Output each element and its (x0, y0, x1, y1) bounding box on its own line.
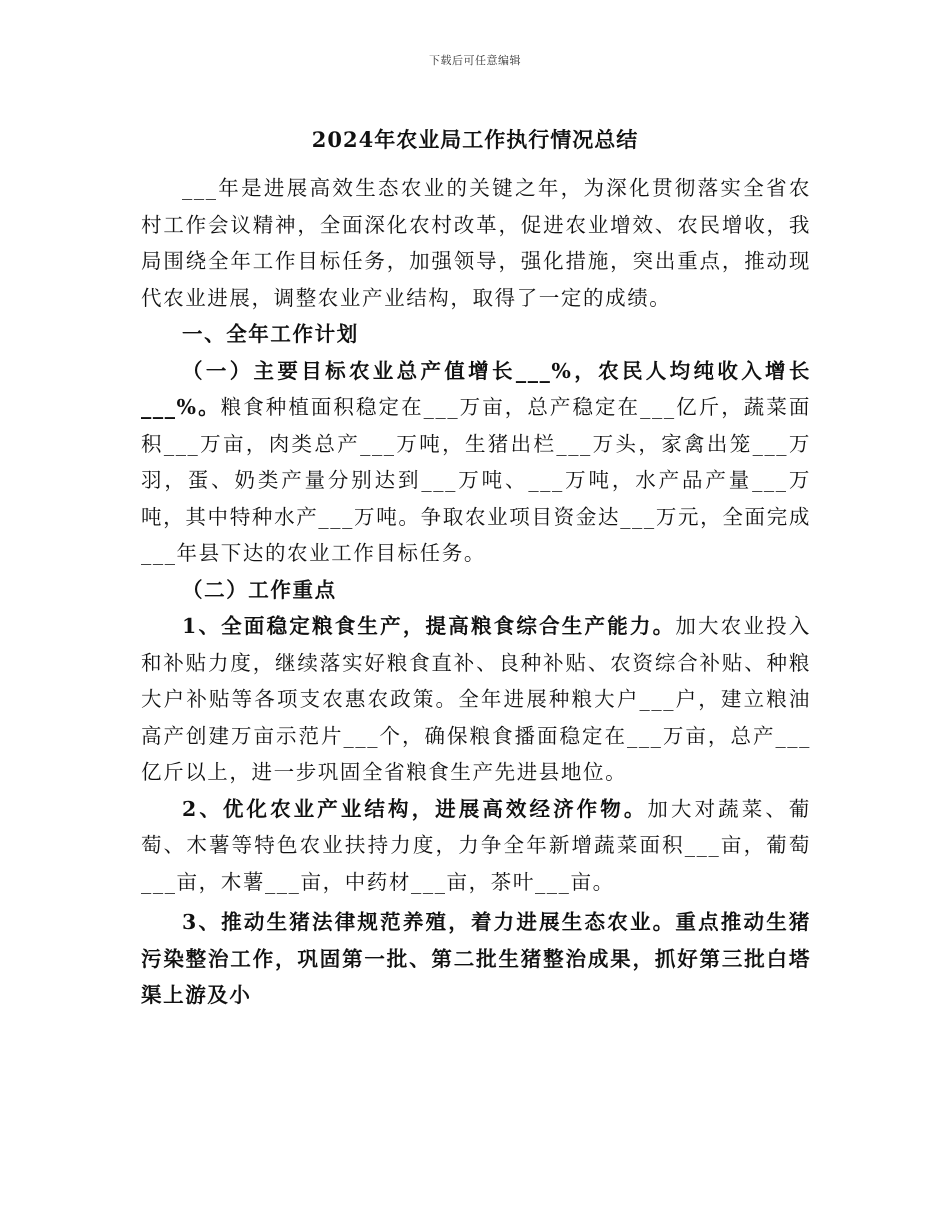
item2-paragraph (141, 791, 811, 901)
document-body (141, 170, 811, 1014)
item1-lead: 1、全面稳定粮食生产，提高粮食综合生产能力。 (182, 614, 676, 638)
sub1-lead: （一）主要目标农业总产值增长___%，农民人均纯收入增长___%。 (141, 358, 811, 419)
item2-text: 加大对蔬菜、葡萄、木薯等特色农业扶持力度，力争全年新增蔬菜面积___亩，葡萄___亩，木薯___亩，中药材___亩，茶叶___亩。 (141, 796, 811, 894)
sub2-heading: （二）工作重点 (182, 577, 337, 602)
section1-heading: 一、全年工作计划 (182, 322, 359, 346)
item3-paragraph: 3、推动生猪法律规范养殖，着力进展生态农业。重点推动生猪污染整治工作，巩固第一批、第二批生猪整治成果，抓好第三批白塔渠上游及小 (141, 910, 811, 1007)
sub1-text: 粮食种植面积稳定在___万亩，总产稳定在___亿斤，蔬菜面积___万亩，肉类总产___万吨，生猪出栏___万头，家禽出笼___万羽，蛋、奶类产量分别达到___万吨、___万吨，水产品产量___万吨，其中特种水产___万吨。争取农业项目资金达___万元，全面完成___年县下达的农业工作目标任务。 (141, 395, 812, 565)
header-note: 下载后可任意编辑 (429, 54, 521, 67)
item1-paragraph (141, 608, 811, 791)
item2-lead: 2、优化农业产业结构，进展高效经济作物。 (182, 796, 648, 821)
item1-text: 加大农业投入和补贴力度，继续落实好粮食直补、良种补贴、农资综合补贴、种粮大户补贴等各项支农惠农政策。全年进展种粮大户___户，建立粮油高产创建万亩示范片___个，确保粮食播面稳定在___万亩，总产___亿斤以上，进一步巩固全省粮食生产先进县地位。 (141, 614, 811, 784)
sub1-paragraph (141, 353, 811, 572)
document-title: 2024年农业局工作执行情况总结 (311, 127, 639, 152)
intro-paragraph: ___年是进展高效生态农业的关键之年，为深化贯彻落实全省农村工作会议精神，全面深化农村改革，促进农业增效、农民增收，我局围绕全年工作目标任务，加强领导，强化措施，突出重点，推动现代农业进展，调整农业产业结构，取得了一定的成绩。 (141, 176, 811, 310)
